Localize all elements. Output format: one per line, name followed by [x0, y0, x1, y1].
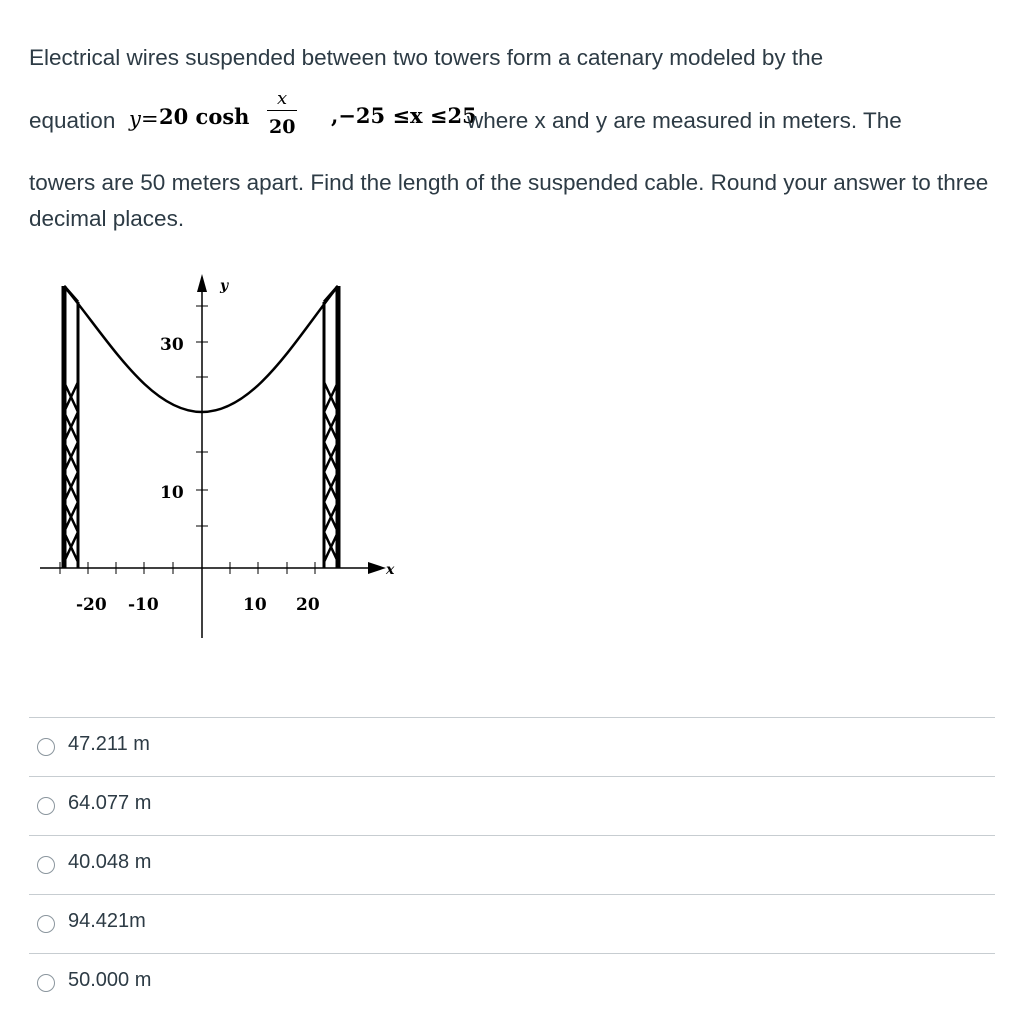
answer-option[interactable]: [29, 953, 995, 1012]
y-axis-arrow: [197, 274, 207, 292]
answer-label[interactable]: 94.421m: [68, 910, 146, 932]
answer-label[interactable]: 64.077 m: [68, 792, 152, 814]
equation-numerator: x: [277, 88, 288, 109]
equation-denominator: 20: [269, 116, 296, 138]
answer-list: [29, 717, 995, 1012]
question-line-2: [29, 88, 989, 143]
question-suffix: where x and y are measured in meters. The: [467, 108, 902, 133]
x-tick-label-20: 20: [296, 595, 320, 615]
x-tick-label-neg20: -20: [76, 595, 107, 615]
y-axis-label: y: [220, 278, 229, 294]
equation-coefficient: 20 cosh: [159, 104, 250, 129]
right-tower: [324, 286, 338, 568]
y-tick-label-30: 30: [160, 335, 184, 355]
answer-label[interactable]: 47.211 m: [68, 733, 150, 755]
left-tower: [64, 286, 78, 568]
answer-label[interactable]: 40.048 m: [68, 851, 152, 873]
question-line-1: Electrical wires suspended between two towers form a catenary modeled by the: [29, 45, 824, 70]
radio-button[interactable]: [37, 797, 55, 815]
radio-button[interactable]: [37, 915, 55, 933]
y-tick-label-10: 10: [160, 483, 184, 503]
answer-option[interactable]: [29, 717, 995, 776]
answer-option[interactable]: [29, 894, 995, 953]
question-prefix: equation: [29, 108, 116, 133]
equation-range: ,−25 ≤x ≤25: [331, 103, 477, 128]
radio-button[interactable]: [37, 974, 55, 992]
x-tick-label-neg10: -10: [128, 595, 159, 615]
equation-y: y: [129, 107, 141, 131]
catenary-figure: [30, 262, 410, 652]
question-line-3: towers are 50 meters apart. Find the length of the suspended cable. Round your answer to three decimal places.: [29, 170, 989, 231]
equation-equals: =: [141, 107, 159, 131]
x-tick-label-10: 10: [243, 595, 267, 615]
radio-button[interactable]: [37, 738, 55, 756]
answer-option[interactable]: [29, 835, 995, 894]
x-axis-arrow: [368, 562, 386, 574]
x-axis-label: x: [386, 562, 395, 578]
radio-button[interactable]: [37, 856, 55, 874]
catenary-cable: [64, 286, 338, 412]
answer-option[interactable]: [29, 776, 995, 835]
answer-label[interactable]: 50.000 m: [68, 969, 152, 991]
